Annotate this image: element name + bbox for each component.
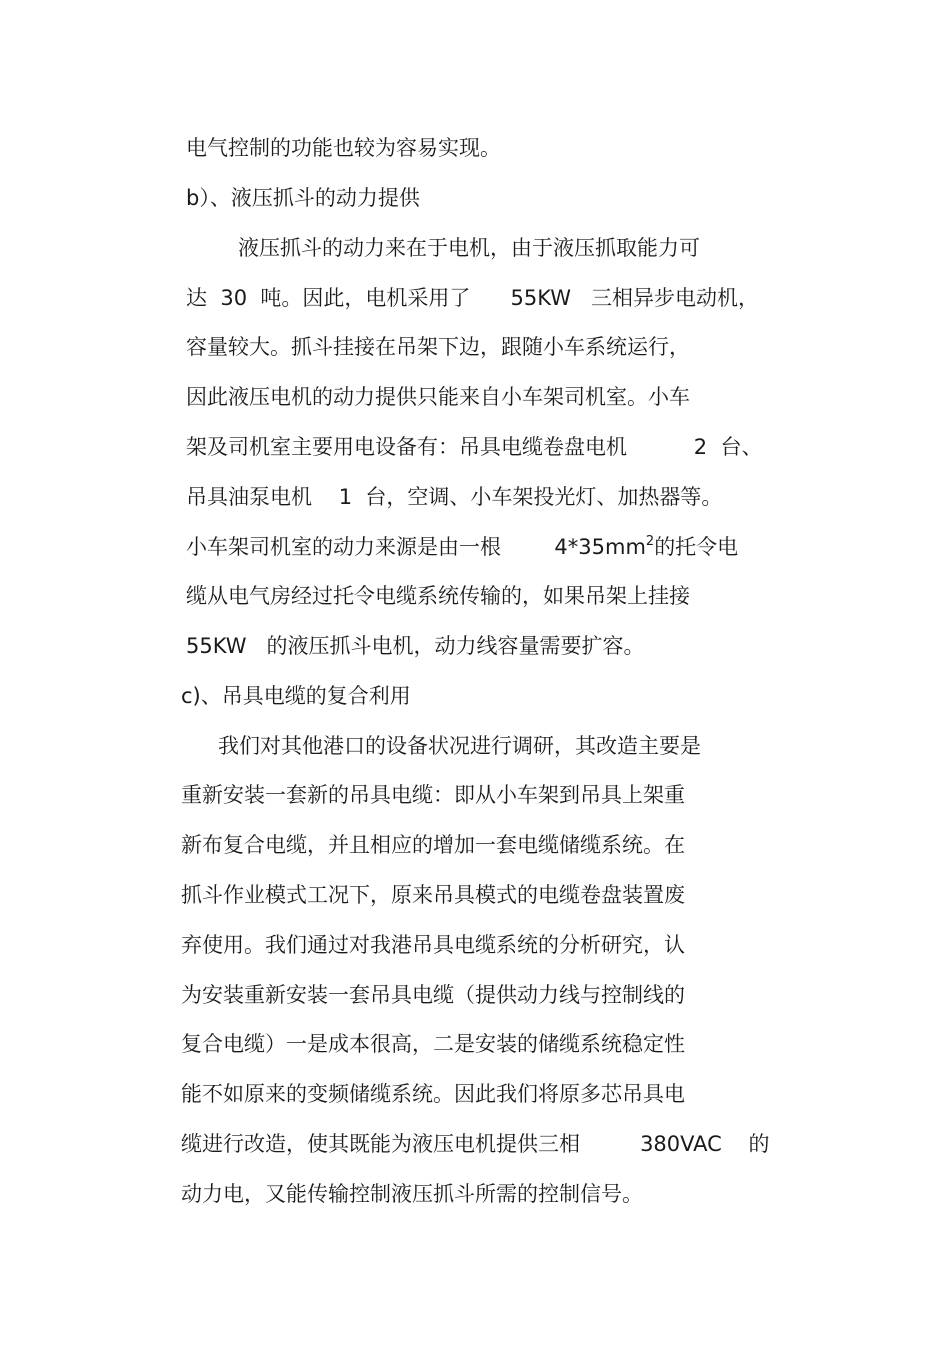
text-line: 我们对其他港口的设备状况进行调研，其改造主要是 [218,734,701,758]
text-line: 55KW 的液压抓斗电机，动力线容量需要扩容。 [186,634,645,658]
text-line: 电气控制的功能也较为容易实现。 [186,136,501,160]
text-line: 为安装重新安装一套吊具电缆（提供动力线与控制线的 [181,983,685,1007]
text-line: 容量较大。抓斗挂接在吊架下边，跟随小车系统运行， [186,335,690,359]
text-line: 液压抓斗的动力来在于电机，由于液压抓取能力可 [238,236,700,260]
text-line: 能不如原来的变频储缆系统。因此我们将原多芯吊具电 [181,1082,685,1106]
text-line: 架及司机室主要用电设备有：吊具电缆卷盘电机 2 台、 [186,435,763,459]
text-line: 缆进行改造，使其既能为液压电机提供三相 380VAC 的 [181,1132,770,1156]
text-line: 因此液压电机的动力提供只能来自小车架司机室。小车 [186,385,690,409]
superscript-2: 2 [645,534,655,549]
section-heading-c: c)、吊具电缆的复合利用 [181,684,411,708]
text-line: 弃使用。我们通过对我港吊具电缆系统的分析研究，认 [181,933,685,957]
text-line-suffix: 的托令电 [654,535,739,559]
text-line [186,534,738,564]
text-line: 新布复合电缆，并且相应的增加一套电缆储缆系统。在 [181,833,685,857]
text-line-main: 小车架司机室的动力来源是由一根 4*35mm [186,535,646,559]
text-line: 抓斗作业模式工况下，原来吊具模式的电缆卷盘装置废 [181,883,685,907]
text-line: 复合电缆）一是成本很高，二是安装的储缆系统稳定性 [181,1032,685,1056]
section-heading-b: b）、液压抓斗的动力提供 [186,186,420,210]
text-line: 缆从电气房经过托令电缆系统传输的，如果吊架上挂接 [186,584,690,608]
text-line: 重新安装一套新的吊具电缆：即从小车架到吊具上架重 [181,783,685,807]
text-line: 吊具油泵电机 1 台，空调、小车架投光灯、加热器等。 [186,485,723,509]
text-line: 达 30 吨。因此，电机采用了 55KW 三相异步电动机， [186,286,760,310]
text-line: 动力电，又能传输控制液压抓斗所需的控制信号。 [181,1182,643,1206]
